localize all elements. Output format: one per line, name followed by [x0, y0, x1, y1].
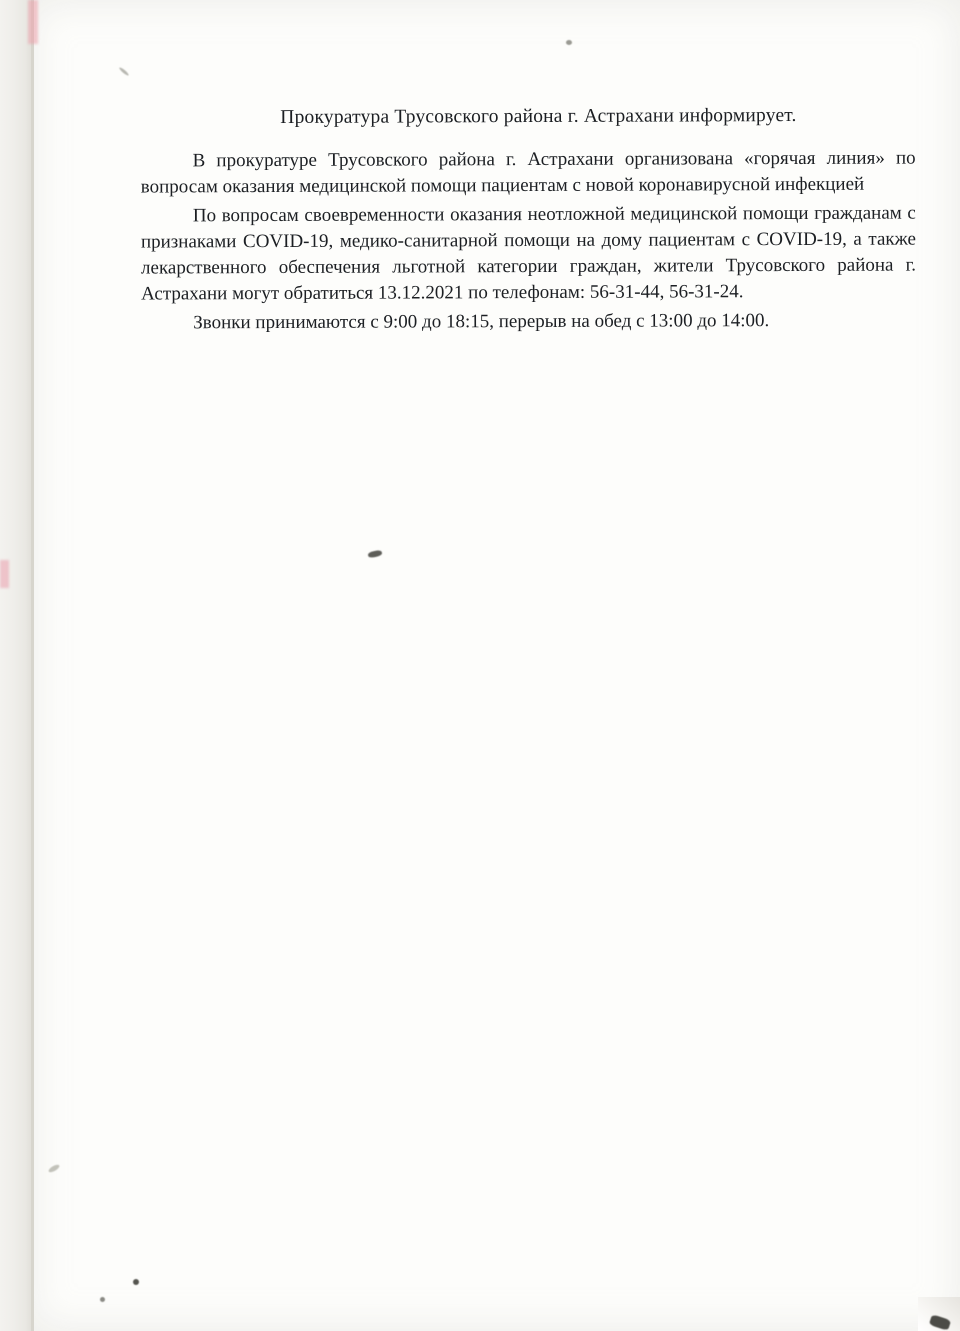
document-title: Прокуратура Трусовского района г. Астрахани информирует.	[280, 104, 797, 128]
pink-margin-mark-top	[28, 0, 38, 44]
paragraph-working-hours: Звонки принимаются с 9:00 до 18:15, перерыв на обед с 13:00 до 14:00.	[193, 310, 770, 334]
paragraph-hotline-info: В прокуратуре Трусовского района г. Астрахани организована «горячая линия» по вопросам оказания медицинской помощи пациентам с новой коронавирусной инфекцией	[140, 147, 916, 198]
pink-margin-mark-middle	[0, 560, 9, 588]
scan-left-edge	[0, 0, 34, 1331]
scan-speck	[133, 1279, 139, 1285]
scan-speck	[100, 1297, 105, 1302]
document-text-block	[140, 0, 931, 337]
paragraph-contact-details: По вопросам своевременности оказания неотложной медицинской помощи гражданам с признаками COVID-19, медико-санитарной помощи на дому пациентам с COVID-19, а также лекарственного обеспечения льготной категории граждан, жители Трусовского района г. Астрахани могут обратиться 13.12.2021 по телефонам: 56-31-44, 56-31-24.	[140, 202, 917, 305]
